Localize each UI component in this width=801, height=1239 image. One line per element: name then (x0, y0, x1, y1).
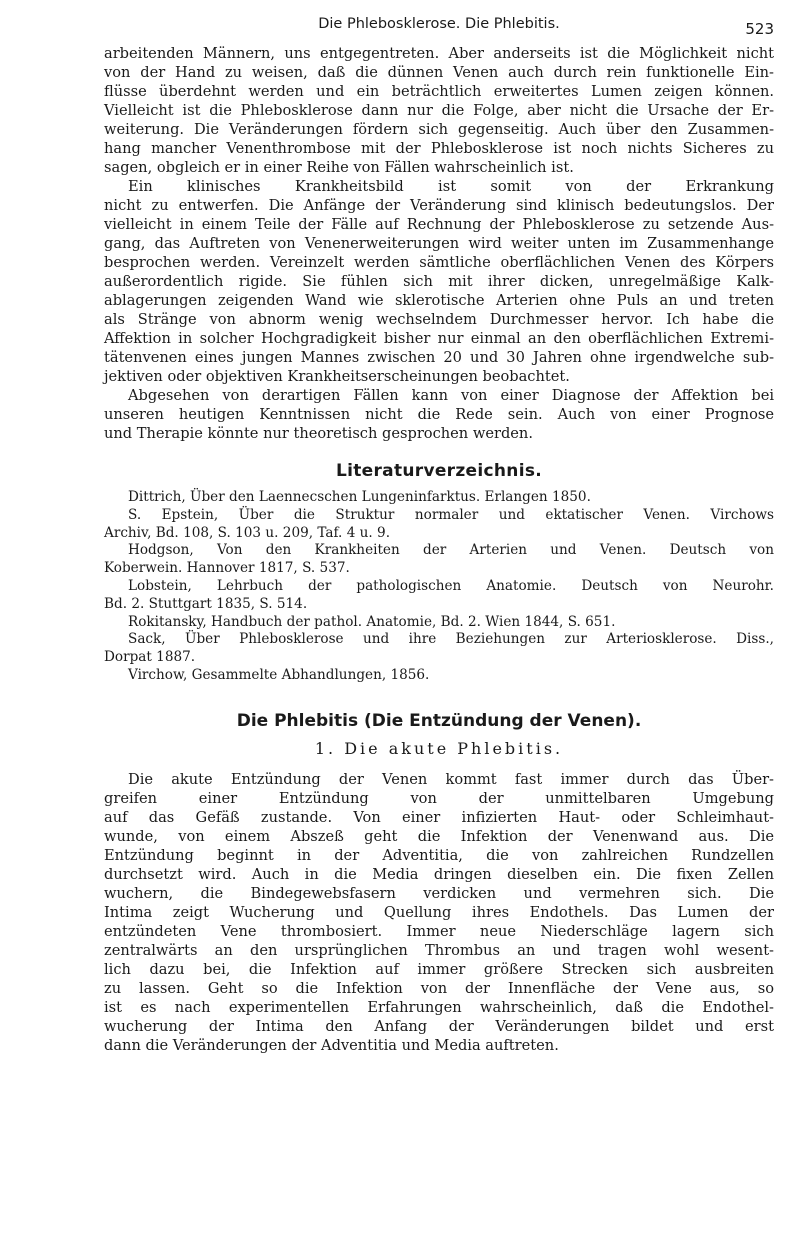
intro-paragraph (104, 44, 774, 177)
reference-line: Lobstein, Lehrbuch der pathologischen Anatomie. Deutsch von Neurohr. (128, 577, 774, 594)
text-line: gang, das Auftreten von Venenerweiterungen wird weiter unten im Zusammenhange (104, 235, 774, 252)
literature-entry (104, 489, 774, 507)
text-line: nicht zu entwerfen. Die Anfänge der Veränderung sind klinisch bedeutungslos. Der (104, 197, 774, 214)
text-line: Abgesehen von derartigen Fällen kann von einer Diagnose der Affektion bei (128, 387, 774, 404)
text-line: wuchern, die Bindegewebsfasern verdicken und vermehren sich. Die (104, 884, 774, 902)
literature-entry (104, 667, 774, 685)
text-line: Entzündung beginnt in der Adventitia, die von zahlreichen Rundzellen (104, 846, 774, 864)
text-line: lich dazu bei, die Infektion auf immer größere Strecken sich ausbreiten (104, 960, 774, 978)
reference-line: Bd. 2. Stuttgart 1835, S. 514. (104, 595, 308, 612)
text-line: sagen, obgleich er in einer Reihe von Fällen wahrscheinlich ist. (104, 159, 574, 176)
page-number: 523 (745, 20, 774, 38)
running-head (104, 0, 774, 44)
book-page (104, 0, 774, 1055)
literature-entry (104, 631, 774, 667)
text-line: wunde, von einem Abszeß geht die Infektion der Venenwand aus. Die (104, 827, 774, 845)
literature-entry (104, 578, 774, 614)
literature-heading: Literaturverzeichnis. (335, 461, 543, 481)
reference-line: Archiv, Bd. 108, S. 103 u. 209, Taf. 4 u. 9. (104, 524, 391, 541)
text-line: Intima zeigt Wucherung und Quellung ihres Endothels. Das Lumen der (104, 903, 774, 921)
text-line: als Stränge von abnorm wenig wechselndem Durchmesser hervor. Ich habe die (104, 311, 774, 328)
reference-line: Koberwein. Hannover 1817, S. 537. (104, 560, 350, 577)
text-line: ist es nach experimentellen Erfahrungen wahrscheinlich, daß die Endothel- (104, 998, 774, 1016)
diagnosis-paragraph (104, 386, 774, 443)
text-line: jektiven oder objektiven Krankheitserscheinungen beobachtet. (104, 368, 570, 385)
reference-line: Rokitansky, Handbuch der pathol. Anatomie, Bd. 2. Wien 1844, S. 651. (128, 613, 616, 630)
literature-list (104, 489, 774, 685)
reference-line: Virchow, Gesammelte Abhandlungen, 1856. (128, 666, 430, 683)
text-line: tätenvenen eines jungen Mannes zwischen 20 und 30 Jahren ohne irgendwelche sub- (104, 349, 774, 366)
literature-entry (104, 507, 774, 543)
text-line: Ein klinisches Krankheitsbild ist somit von der Erkrankung (128, 178, 774, 195)
text-line: unseren heutigen Kenntnissen nicht die Rede sein. Auch von einer Prognose (104, 406, 774, 423)
text-line: hang mancher Venenthrombose mit der Phlebosklerose ist noch nichts Sicheres zu (104, 140, 774, 157)
text-line: durchsetzt wird. Auch in die Media dringen dieselben ein. Die fixen Zellen (104, 865, 774, 883)
phlebitis-paragraph (104, 770, 774, 1055)
text-line: entzündeten Vene thrombosiert. Immer neue Niederschläge lagern sich (104, 922, 774, 940)
reference-line: Hodgson, Von den Krankheiten der Arterien und Venen. Deutsch von (128, 542, 774, 559)
text-line: ablagerungen zeigenden Wand wie sklerotische Arterien ohne Puls an und treten (104, 292, 774, 309)
reference-line: S. Epstein, Über die Struktur normaler und ektatischer Venen. Virchows (128, 506, 774, 523)
text-line: Affektion in solcher Hochgradigkeit bisher nur einmal an den oberflächlichen Extremi- (104, 330, 774, 347)
text-line: wucherung der Intima den Anfang der Veränderungen bildet und erst (104, 1017, 774, 1035)
literature-entry (104, 542, 774, 578)
reference-line: Dittrich, Über den Laennecschen Lungeninfarktus. Erlangen 1850. (128, 489, 591, 505)
reference-line: Sack, Über Phlebosklerose und ihre Beziehungen zur Arteriosklerose. Diss., (128, 631, 774, 648)
phlebitis-heading: Die Phlebitis (Die Entzündung der Venen). (236, 710, 642, 731)
text-line: auf das Gefäß zustande. Von einer infizierten Haut- oder Schleimhaut- (104, 808, 774, 826)
text-line: greifen einer Entzündung von der unmittelbaren Umgebung (104, 789, 774, 807)
text-line: und Therapie könnte nur theoretisch gesprochen werden. (104, 425, 533, 442)
text-line: außerordentlich rigide. Sie fühlen sich mit ihrer dicken, unregelmäßige Kalk- (104, 273, 774, 290)
clinical-picture-paragraph (104, 177, 774, 386)
text-line: arbeitenden Männern, uns entgegentreten. Aber anderseits ist die Möglichkeit nicht (104, 45, 774, 62)
literature-entry (104, 614, 774, 632)
reference-line: Dorpat 1887. (104, 649, 196, 666)
text-line: Vielleicht ist die Phlebosklerose dann nur die Folge, aber nicht die Ursache der Er- (104, 102, 774, 119)
running-title: Die Phlebosklerose. Die Phlebitis. (318, 16, 560, 32)
text-line: zentralwärts an den ursprünglichen Thrombus an und tragen wohl wesent- (104, 941, 774, 959)
text-line: besprochen werden. Vereinzelt werden sämtliche oberflächlichen Venen des Körpers (104, 254, 774, 271)
text-line: von der Hand zu weisen, daß die dünnen Venen auch durch rein funktionelle Ein- (104, 64, 774, 81)
acute-phlebitis-subheading: 1. Die akute Phlebitis. (314, 738, 564, 758)
text-line: vielleicht in einem Teile der Fälle auf Rechnung der Phlebosklerose zu setzende Aus- (104, 216, 774, 233)
text-line: dann die Veränderungen der Adventitia und Media auftreten. (104, 1036, 559, 1054)
text-line: weiterung. Die Veränderungen fördern sich gegenseitig. Auch über den Zusammen- (104, 121, 774, 138)
text-line: Die akute Entzündung der Venen kommt fast immer durch das Über- (128, 770, 774, 788)
text-line: zu lassen. Geht so die Infektion von der Innenfläche der Vene aus, so (104, 979, 774, 997)
text-line: flüsse überdehnt werden und ein beträchtlich erweitertes Lumen zeigen können. (104, 83, 774, 100)
